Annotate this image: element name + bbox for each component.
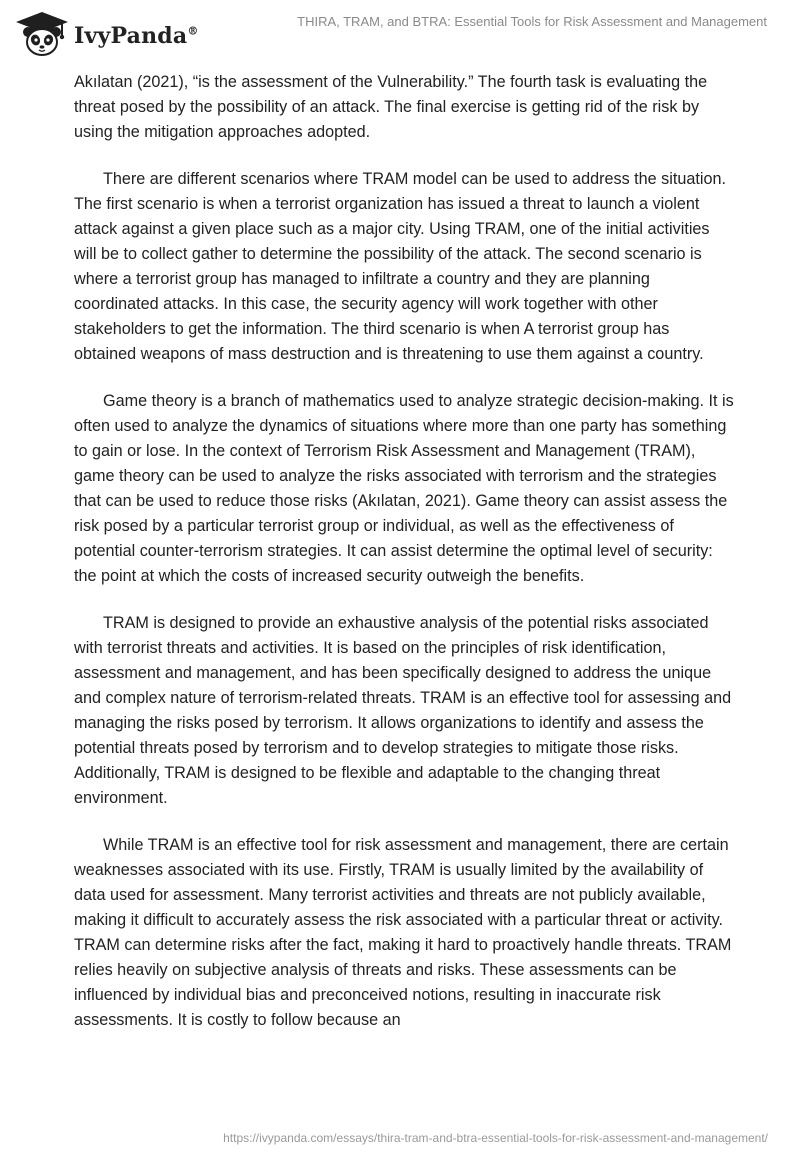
brand-name (74, 23, 199, 49)
paragraph: Game theory is a branch of mathematics used to analyze strategic decision-making. It is often used to analyze the dynamics of situations where more than one party has something to gain or lose. In the context of Terrorism Risk Assessment and Management (TRAM), game theory can be used to analyze the risks associated with terrorism and the strategies that can be used to reduce those risks (Akılatan, 2021). Game theory can assist assess the risk posed by a particular terrorist group or individual, as well as the effectiveness of potential counter-terrorism strategies. It can assist determine the optimal level of security: the point at which the costs of increased security outweigh the benefits. (74, 392, 734, 585)
source-url[interactable]: https://ivypanda.com/essays/thira-tram-and-btra-essential-tools-for-risk-assessment-and-management/ (223, 1131, 768, 1145)
page-header (0, 0, 800, 66)
paragraph: There are different scenarios where TRAM model can be used to address the situation. The first scenario is when a terrorist organization has issued a threat to launch a violent attack against a given place such as a major city. Using TRAM, one of the initial activities will be to collect gather to determine the possibility of the attack. The second scenario is where a terrorist group has managed to infiltrate a country and they are planning coordinated attacks. In this case, the security agency will work together with other stakeholders to get the information. The third scenario is when A terrorist group has obtained weapons of mass destruction and is threatening to use them against a country. (74, 170, 726, 363)
registered-mark: ® (187, 24, 199, 38)
paragraph: Akılatan (2021), “is the assessment of the Vulnerability.” The fourth task is evaluating the threat posed by the possibility of an attack. The final exercise is getting rid of the risk by using the mitigation approaches adopted. (74, 73, 708, 141)
document-title: THIRA, TRAM, and BTRA: Essential Tools for Risk Assessment and Management (297, 14, 767, 29)
brand-logo[interactable] (14, 10, 199, 58)
brand-name-text: IvyPanda (74, 23, 188, 49)
panda-graduation-cap-icon (14, 10, 70, 58)
paragraph: While TRAM is an effective tool for risk assessment and management, there are certain weaknesses associated with its use. Firstly, TRAM is usually limited by the availability of data used for assessment. Many terrorist activities and threats are not publicly available, making it difficult to accurately assess the risk associated with a particular threat or activity. TRAM can determine risks after the fact, making it hard to proactively handle threats. TRAM relies heavily on subjective analysis of threats and risks. These assessments can be influenced by individual bias and preconceived notions, resulting in inaccurate risk assessments. It is costly to follow because an (74, 836, 732, 1029)
paragraph: TRAM is designed to provide an exhaustive analysis of the potential risks associated with terrorist threats and activities. It is based on the principles of risk identification, assessment and management, and has been specifically designed to address the unique and complex nature of terrorism-related threats. TRAM is an effective tool for assessing and managing the risks posed by terrorism. It allows organizations to identify and assess the potential threats posed by terrorism and to develop strategies to mitigate those risks. Additionally, TRAM is designed to be flexible and adaptable to the changing threat environment. (74, 614, 732, 807)
essay-body (74, 70, 734, 1055)
